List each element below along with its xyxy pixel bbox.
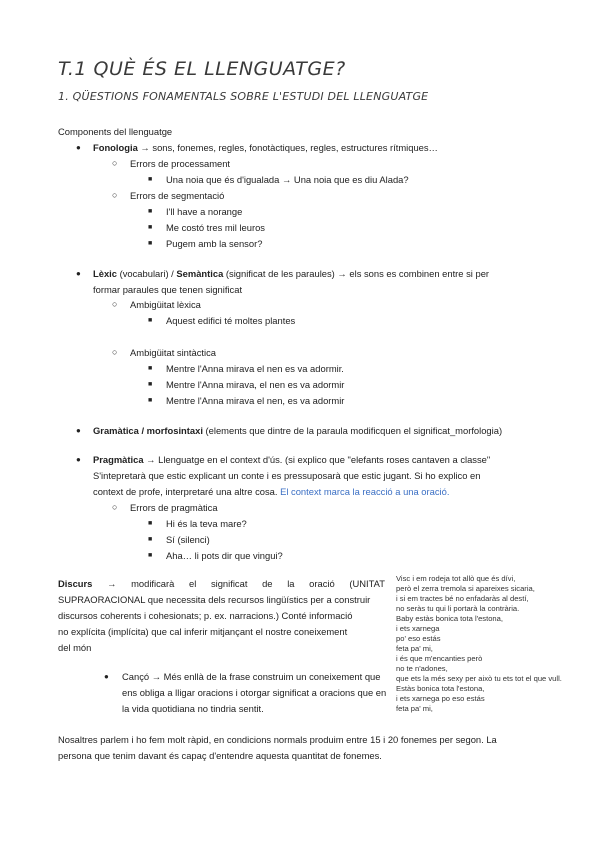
lexic-line [93, 267, 489, 280]
discurs-word: oració [309, 578, 335, 589]
lyrics-line: po' eso estás [396, 634, 441, 643]
pragmatica-term: Pragmàtica [93, 454, 144, 465]
bullet-ambig-sintactica: ○ [112, 347, 118, 357]
bullet-canco: ● [104, 672, 109, 681]
ambiguitat-lexica: Ambigüitat lèxica [130, 299, 201, 310]
bullet-prag-0: ■ [148, 520, 153, 527]
discurs-term: Discurs [58, 578, 93, 589]
bullet-sint-2: ■ [148, 397, 153, 404]
bullet-lexica-example: ■ [148, 317, 153, 324]
lexic-text: (vocabulari) / [116, 268, 177, 279]
discurs-line-5: del món [58, 642, 92, 653]
lyrics-line: Visc i em rodeja tot allò que és dívi, [396, 574, 516, 583]
discurs-word: significat [210, 578, 248, 589]
pragmatica-highlight: El context marca la reacció a una oració. [280, 486, 450, 497]
discurs-word: (UNITAT [349, 578, 385, 589]
bullet-errors-pragmatica: ○ [112, 502, 118, 512]
discurs-word: modificarà [131, 578, 175, 589]
gramatica-term: Gramàtica / morfosintaxi [93, 425, 203, 436]
lyrics-line: no te n'adones, [396, 664, 448, 673]
bullet-errors-processament: ○ [112, 158, 118, 168]
bullet-seg-1: ■ [148, 224, 153, 231]
pragmatica-line-3 [93, 485, 449, 498]
bullet-example-processament: ■ [148, 176, 153, 183]
semantica-term: Semàntica [176, 268, 224, 279]
discurs-word: de [262, 578, 273, 589]
lexic-term: Lèxic [93, 268, 117, 279]
lexica-example: Aquest edifici té moltes plantes [166, 315, 296, 326]
bullet-lexic: ● [76, 269, 81, 278]
sintactica-example: Mentre l'Anna mirava, el nen es va adormir [166, 379, 345, 390]
page-subtitle: 1. QÜESTIONS FONAMENTALS SOBRE L'ESTUDI DEL LLENGUATGE [58, 90, 429, 103]
discurs-line-3: discursos coherents i cohesionats; p. ex. narracions.) Conté informació [58, 610, 353, 621]
song-lyrics [396, 574, 562, 714]
lyrics-line: i si em tractes bé no enfadaràs al destí, [396, 594, 529, 603]
example-processament: Una noia que és d'igualada → Una noia que es diu Alada? [166, 174, 409, 185]
lyrics-line: que ets la més sexy per això tu ets tot el que vull. [396, 674, 562, 683]
sintactica-example: Mentre l'Anna mirava el nen, es va adormir [166, 395, 345, 406]
errors-segmentacio: Errors de segmentació [130, 190, 225, 201]
ambiguitat-sintactica: Ambigüitat sintàctica [130, 347, 216, 358]
canco-line-1: Cançó → Més enllà de la frase construim un coneixement que [122, 671, 381, 682]
discurs-line-1 [58, 577, 385, 590]
sintactica-example: Mentre l'Anna mirava el nen es va adormir. [166, 363, 344, 374]
discurs-arrow: → [107, 578, 117, 589]
canco-line-2: ens obliga a lligar oracions i otorgar significat a oracions que en [122, 687, 387, 698]
pragmatica-line-2: S'intepretarà que estic explicant un conte i es pressuposarà que estic jugant. Si ho explico en [93, 470, 481, 481]
discurs-line-2: SUPRAORACIONAL que necessita dels recursos lingüístics per a construir [58, 594, 371, 605]
lexic-line-2: formar paraules que tenen significat [93, 284, 243, 295]
lyrics-line: Estàs bonica tota l'estona, [396, 684, 485, 693]
bullet-fonologia: ● [76, 143, 81, 152]
page-title: T.1 QUÈ ÉS EL LLENGUATGE? [58, 58, 346, 80]
canco-line-3: la vida quotidiana no tindria sentit. [122, 703, 264, 714]
fonologia-text: → sons, fonemes, regles, fonotàctiques, regles, estructures rítmiques… [137, 142, 438, 153]
bullet-sint-1: ■ [148, 381, 153, 388]
lyrics-line: feta pa' mi, [396, 704, 433, 713]
pragmatica-line-1 [93, 453, 490, 466]
bullet-pragmatica: ● [76, 455, 81, 464]
lyrics-line: i és que m'encanties però [396, 654, 483, 663]
lyrics-line: però el zerra tremola si apareixes sicaria, [396, 584, 535, 593]
gramatica-text: (elements que dintre de la paraula modificquen el significat_morfologia) [202, 425, 503, 436]
segmentacio-example: Pugem amb la sensor? [166, 238, 263, 249]
lyrics-line: i ets xarnega po eso estás [396, 694, 485, 703]
fonologia-term: Fonologia [93, 142, 138, 153]
pragmatica-example: Sí (silenci) [166, 534, 210, 545]
discurs-word: la [287, 578, 295, 589]
bullet-prag-2: ■ [148, 552, 153, 559]
discurs-word: el [189, 578, 197, 589]
fonologia-line [93, 141, 438, 154]
pragmatica-example: Hi és la teva mare? [166, 518, 247, 529]
closing-line-1: Nosaltres parlem i ho fem molt ràpid, en condicions normals produim entre 15 i 20 fonemes per segon. La [58, 734, 497, 745]
lyrics-line: feta pa' mi, [396, 644, 433, 653]
segmentacio-example: Me costó tres mil leuros [166, 222, 265, 233]
closing-line-2: persona que tenim davant és capaç d'entendre aquesta quantitat de fonemes. [58, 750, 382, 761]
segmentacio-example: I'll have a norange [166, 206, 243, 217]
pragmatica-text: → Llenguatge en el context d'ús. (si explico que "elefants roses cantaven a classe" [143, 454, 491, 465]
gramatica-line [93, 424, 502, 437]
bullet-gramatica: ● [76, 426, 81, 435]
lyrics-line: Baby estàs bonica tota l'estona, [396, 614, 503, 623]
lyrics-line: no seràs tu qui li portarà la contrària. [396, 604, 520, 613]
bullet-errors-segmentacio: ○ [112, 190, 118, 200]
bullet-seg-2: ■ [148, 240, 153, 247]
bullet-ambig-lexica: ○ [112, 299, 118, 309]
bullet-sint-0: ■ [148, 365, 153, 372]
errors-pragmatica: Errors de pragmàtica [130, 502, 218, 513]
pragmatica-example: Aha… li pots dir que vingui? [166, 550, 283, 561]
section-heading: Components del llenguatge [58, 126, 173, 137]
lyrics-line: i ets xarnega [396, 624, 440, 633]
errors-processament: Errors de processament [130, 158, 231, 169]
bullet-seg-0: ■ [148, 208, 153, 215]
pragmatica-text-3: context de profe, interpretaré una altre cosa. [93, 486, 281, 497]
semantica-text: (significat de les paraules) → els sons es combinen entre si per [223, 268, 490, 279]
bullet-prag-1: ■ [148, 536, 153, 543]
discurs-line-4: no explícita (implícita) que cal inferir mitjançant el nostre coneixement [58, 626, 348, 637]
